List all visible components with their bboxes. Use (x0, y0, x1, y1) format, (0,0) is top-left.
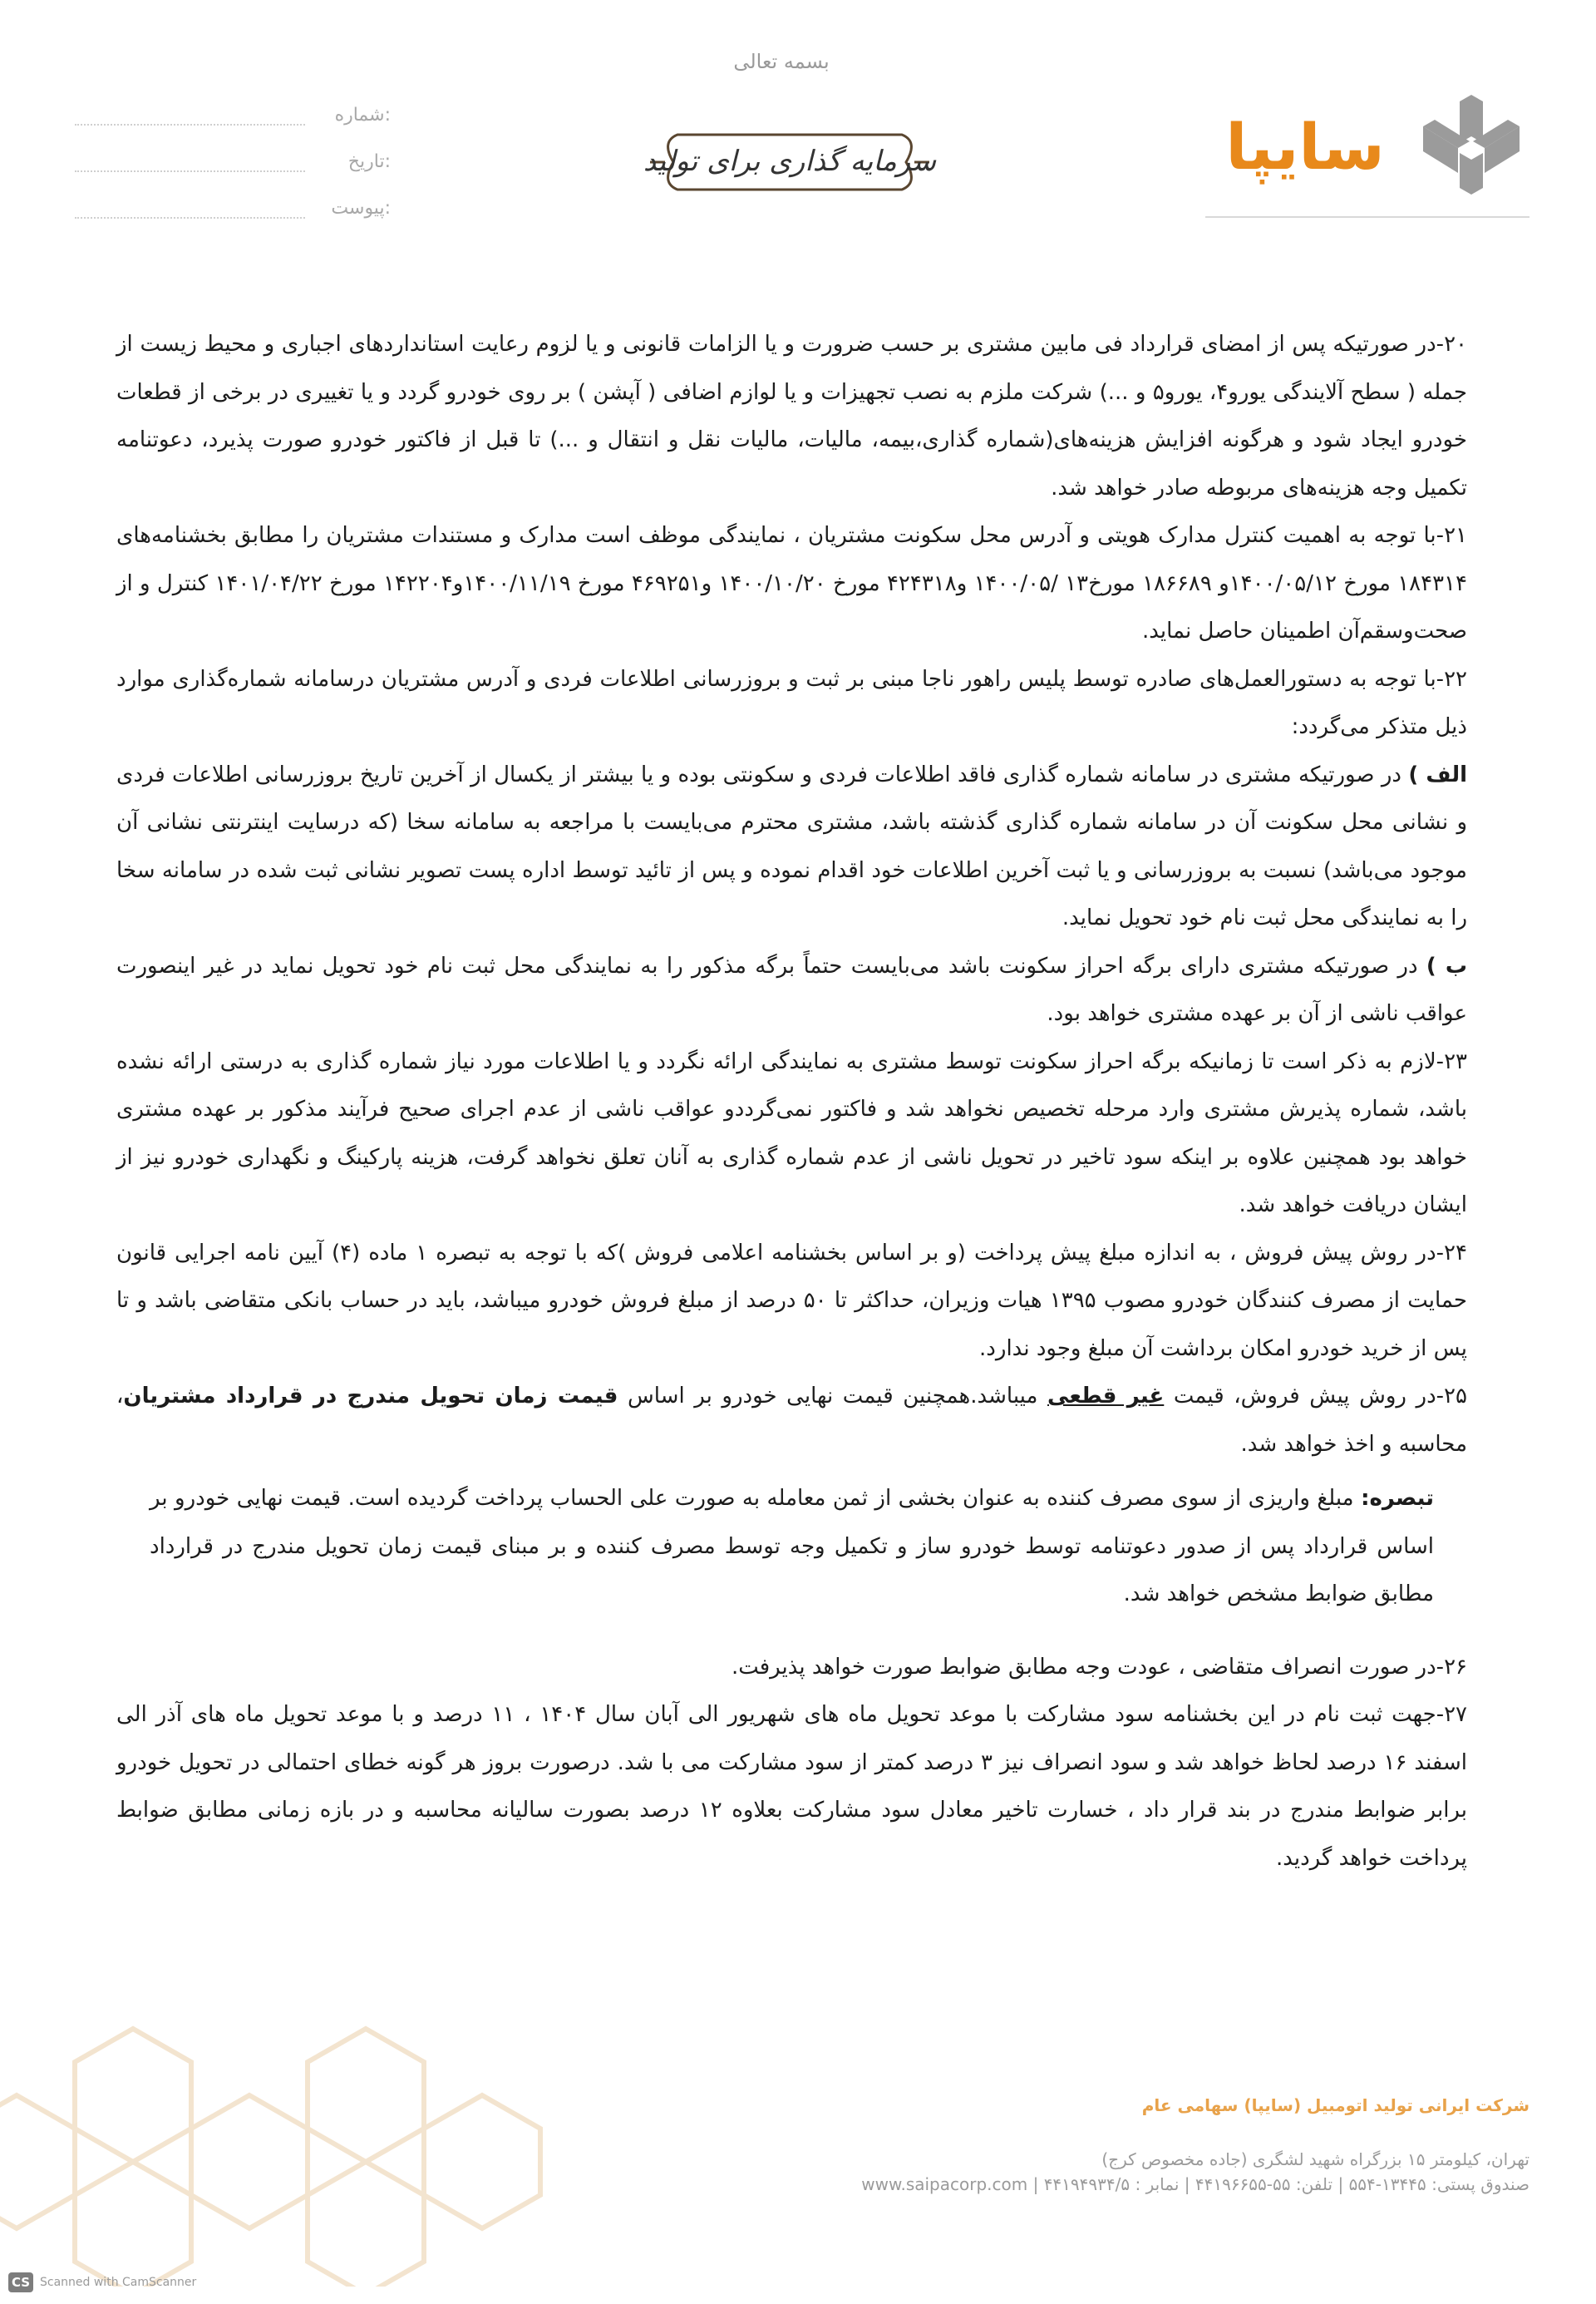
clause-23: ۲۳-لازم به ذکر است تا زمانیکه برگه احراز سکونت توسط مشتری به نمایندگی ارائه نگردد و یا اطلاعات مورد نیاز شماره گذاری به درستی ارائه نشده باشد، شماره پذیرش مشتری وارد مرحله تخصیص نخواهد شد و فاکتور نمی‌گرددو عواقب ناشی از عدم اجرای صحیح فرآیند مذکور بر عهده مشتری خواهد بود همچنین علاوه بر اینکه سود تاخیر در تحویل ناشی از عدم شماره گذاری به آنان تعلق نخواهد گرفت، هزینه پارکینگ و نگهداری خودرو نیز از ایشان دریافت خواهد شد. (116, 1048, 1467, 1217)
note-label: تبصره: (1361, 1486, 1434, 1511)
scanner-text: Scanned with CamScanner (40, 2276, 197, 2289)
date-field (75, 126, 391, 172)
letter-body (116, 321, 1467, 1882)
clause-25-note (150, 1475, 1434, 1619)
camscanner-icon: CS (8, 2272, 33, 2292)
saipa-logo (1197, 93, 1530, 218)
decorative-pattern-icon (0, 2012, 598, 2287)
number-label: شماره: (334, 105, 391, 126)
logo-wordmark: سایپا (1225, 110, 1385, 184)
clause-26: ۲۶-در صورت انصراف متقاضی ، عودت وجه مطابق ضوابط صورت خواهد پذیرفت. (731, 1654, 1467, 1680)
clause-25-part-c: میباشد.همچنین قیمت نهایی خودرو بر اساس (618, 1384, 1048, 1409)
number-field (75, 79, 391, 126)
clause-22-be (116, 943, 1467, 1039)
alef-label: الف ) (1408, 762, 1467, 787)
number-line (75, 111, 305, 126)
be-label: ب ) (1426, 953, 1468, 979)
clause-25-part-a: ۲۵-در روش پیش فروش، قیمت (1164, 1384, 1467, 1409)
scanner-watermark (8, 2272, 196, 2292)
spacer (116, 1619, 1467, 1644)
attachment-label: پیوست: (331, 198, 391, 219)
clause-21: ۲۱-با توجه به اهمیت کنترل مدارک هویتی و آدرس محل سکونت مشتریان ، نمایندگی موظف است مدارک و مستندات مشتریان را مطابق بخشنامه‌های ۱۸۴۳۱۴ مورخ ۱۴۰۰/۰۵/۱۲و ۱۸۶۶۸۹ مورخ۱۳ /۱۴۰۰/۰۵ و۴۲۴۳۱۸ مورخ ۱۴۰۰/۱۰/۲۰ و۴۶۹۲۵۱ مورخ ۱۴۰۰/۱۱/۱۹و۱۴۲۲۰۴ مورخ ۱۴۰۱/۰۴/۲۲ کنترل و از صحت‌وسقم‌آن اطمینان حاصل نماید. (116, 523, 1467, 644)
clause-25-part-e: ، محاسبه و اخذ خواهد شد. (116, 1384, 1467, 1457)
alef-text: در صورتیکه مشتری در سامانه شماره گذاری فاقد اطلاعات فردی و سکونتی بوده و یا بیشتر از یکسال از آخرین تاریخ بروزرسانی اطلاعات فردی و نشانی محل سکونت آن در سامانه شماره گذاری گذشته باشد، مشتری محترم می‌بایست با مراجعه به سامانه سخا (که درسایت اینترنتی نشانی آن موجود می‌باشد) نسبت به بروزرسانی و یا ثبت آخرین اطلاعات خود اقدام نموده و پس از تائید توسط اداره پست تصویر نشانی ثبت شده در سامانه سخا را به نمایندگی محل ثبت نام خود تحویل نماید. (116, 762, 1467, 930)
footer-company: شرکت ایرانی تولید اتومبیل (سایپا) سهامی عام (1141, 2095, 1530, 2115)
letter-meta-fields (75, 79, 391, 219)
attachment-line (75, 204, 305, 219)
date-line (75, 157, 305, 172)
clause-22-alef (116, 752, 1467, 943)
slogan-text: سرمایه گذاری برای تولید (643, 145, 937, 178)
slogan-emblem (640, 116, 939, 208)
clause-22: ۲۲-با توجه به دستورالعمل‌های صادره توسط پلیس راهور ناجا مبنی بر ثبت و بروزرسانی اطلاعات فردی و آدرس مشتریان درسامانه شماره‌گذاری موارد ذیل متذکر می‌گردد: (116, 666, 1467, 739)
clause-25-non-final: غیر قطعی (1047, 1384, 1165, 1409)
clause-27: ۲۷-جهت ثبت نام در این بخشنامه سود مشارکت با موعد تحویل ماه های شهریور الی آبان سال ۱۴۰۴ ، ۱۱ درصد و با موعد تحویل ماه های آذر الی اسفند ۱۶ درصد لحاظ خواهد شد و سود انصراف نیز ۳ درصد کمتر از سود مشارکت می با شد. درصورت بروز هر گونه خطای احتمالی در تحویل خودرو برابر ضوابط مندرج در بند قرار داد ، خسارت تاخیر معادل سود مشارکت بعلاوه ۱۲ درصد بصورت سالیانه محاسبه و در بازه زمانی مطابق ضوابط پرداخت خواهد گردید. (116, 1702, 1468, 1871)
basmala: بسمه تعالی (733, 50, 830, 73)
be-text: در صورتیکه مشتری دارای برگه احراز سکونت باشد می‌بایست حتماً برگه مذکور را به نمایندگی محل ثبت نام خود تحویل نماید در غیر اینصورت عواقب ناشی از آن بر عهده مشتری خواهد بود. (116, 953, 1467, 1026)
footer-address: تهران، کیلومتر ۱۵ بزرگراه شهید لشگری (جاده مخصوص کرج) (1101, 2149, 1530, 2169)
clause-24: ۲۴-در روش پیش فروش ، به اندازه مبلغ پیش پرداخت (و بر اساس بخشنامه اعلامی فروش )که با توجه به تبصره ۱ ماده (۴) آیین نامه اجرایی قانون حمایت از مصرف کنندگان خودرو مصوب ۱۳۹۵ هیات وزیران، حداکثر تا ۵۰ درصد از مبلغ فروش خودرو میباشد، باید در حساب بانکی متقاضی باشد و تا پس از خرید خودرو امکان برداشت آن مبلغ وجود ندارد. (116, 1240, 1467, 1361)
clause-25 (116, 1373, 1467, 1468)
attachment-field (75, 172, 391, 219)
saipa-emblem-icon (1415, 93, 1528, 197)
clause-25-delivery-price: قیمت زمان تحویل مندرج در قرارداد مشتریان (123, 1384, 618, 1409)
date-label: تاریخ: (347, 151, 391, 172)
footer-contact: www.saipacorp.com | ۴۴۱۹۴۹۳۴/۵ : صندوق پستی: ۱۳۴۴۵-۵۵۴ | تلفن: ۵۵-۴۴۱۹۶۶۵۵ | نمابر (861, 2174, 1530, 2194)
clause-20: ۲۰-در صورتیکه پس از امضای قرارداد فی مابین مشتری بر حسب ضرورت و یا الزامات قانونی و یا لزوم رعایت استانداردهای اجباری و محیط زیست از جمله ( سطح آلایندگی یورو۴، یورو۵ و ...) شرکت ملزم به نصب تجهیزات و یا لوازم اضافی ( آپشن ) بر روی خودرو گردد و یا تغییری در برخی از قطعات خودرو ایجاد شود و هرگونه افزایش هزینه‌های(شماره گذاری،بیمه، مالیات، مالیات نقل و انتقال و ...) تا قبل از فاکتور خودرو صورت پذیرد، دعوتنامه تکمیل وجه هزینه‌های مربوطه صادر خواهد شد. (116, 332, 1467, 501)
note-text: مبلغ واریزی از سوی مصرف کننده به عنوان بخشی از ثمن معامله به صورت علی الحساب پرداخت گردیده است. قیمت نهایی خودرو بر اساس قرارداد پس از صدور دعوتنامه توسط خودرو ساز و تکمیل وجه توسط مصرف کننده و بر مبنای قیمت زمان تحویل مندرج در قرارداد مطابق ضوابط مشخص خواهد شد. (150, 1486, 1434, 1606)
logo-underline (1205, 216, 1530, 218)
letter-footer (715, 2095, 1530, 2197)
